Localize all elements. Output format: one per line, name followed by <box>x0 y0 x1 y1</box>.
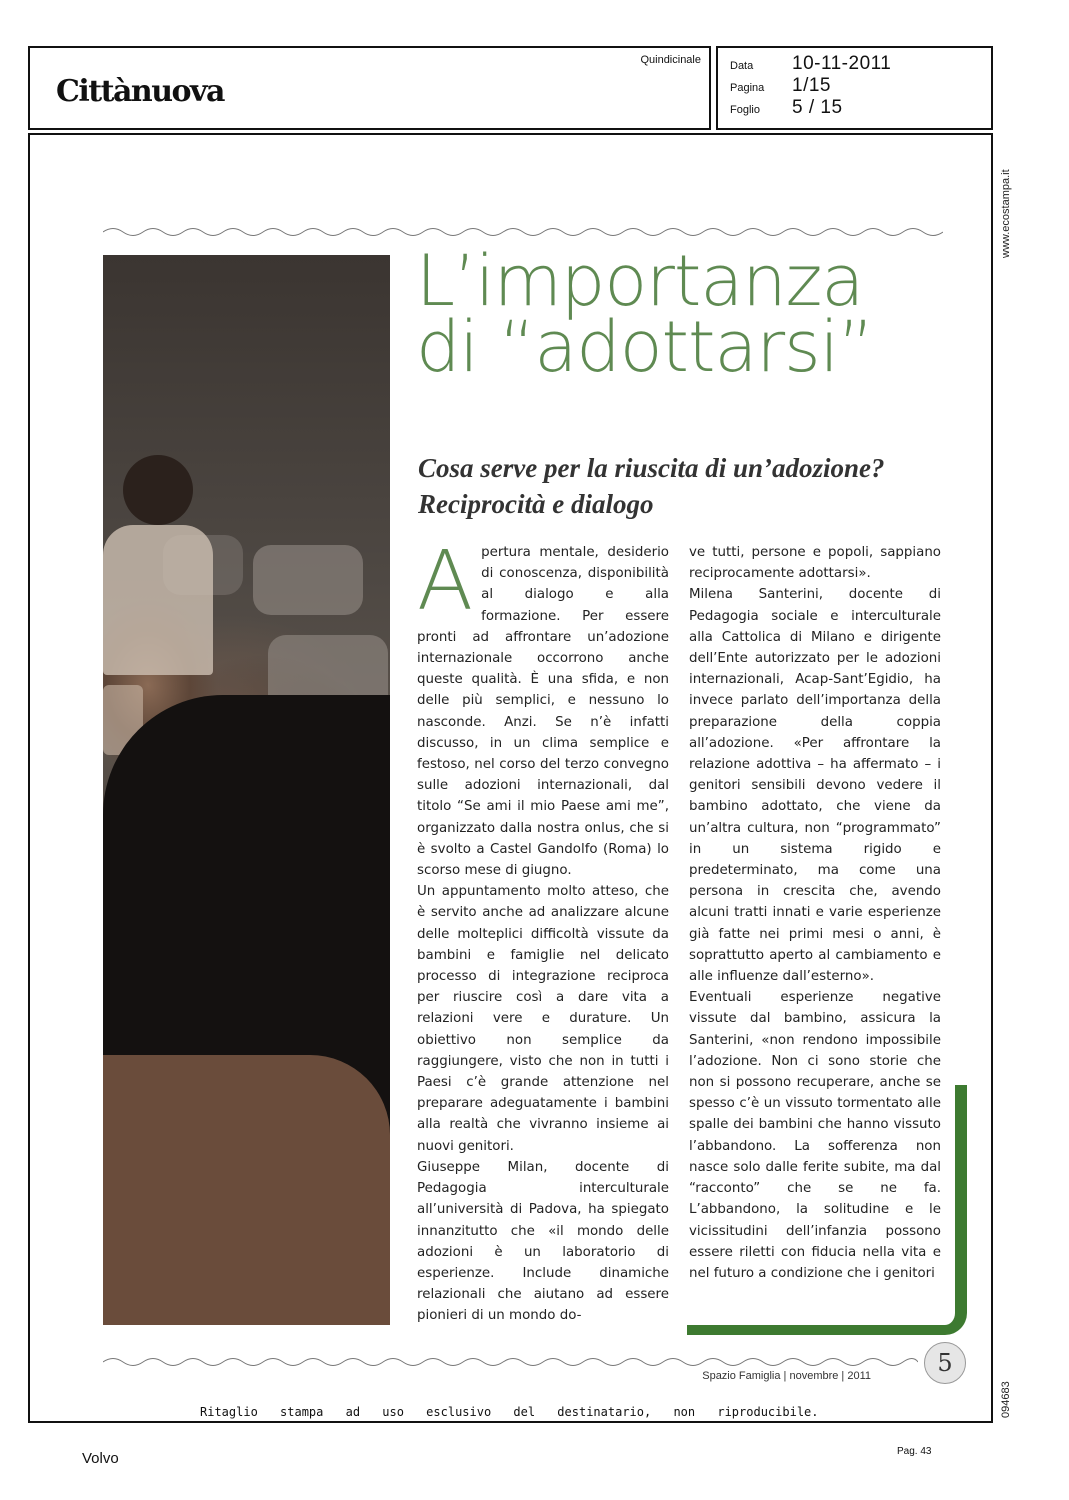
meta-row-page <box>730 75 831 97</box>
meta-label: Foglio <box>730 104 760 116</box>
auditorium-seat <box>253 545 363 615</box>
page-number-circle: 5 <box>924 1342 966 1384</box>
article-column-left <box>417 534 669 1327</box>
person-blouse <box>103 525 213 675</box>
meta-value: 5 / 15 <box>792 97 843 118</box>
client-name: Volvo <box>82 1450 119 1467</box>
top-wavy-divider <box>103 225 943 239</box>
article-subtitle <box>418 450 938 522</box>
paragraph: Giuseppe Milan, docente di Pedagogia interculturale all’università di Padova, ha spiegato innanzitutto che «il mondo delle adozioni è un laboratorio di esperienze. Include dinamiche relazionali che aiutano ad essere pionieri di un mondo do- <box>417 1159 669 1324</box>
paragraph: Eventuali esperienze negative vissute dal bambino, assicura la Santerini, «non rendono impossibile l’adozione. Non ci sono storie che non si possono recuperare, anche se spesso c’è un vissuto tormentato alle spalle dei bambini che hanno vissuto l’abbandono. La sofferenza non nasce solo dalle ferite subite, ma dal “racconto” che se ne fa. L’abbandono, la solitudine e le vicissitudini dell’infanzia possono essere riletti con fiducia nella vita e nel futuro a condizione che i genitori <box>689 990 941 1281</box>
paragraph: Un appuntamento molto atteso, che è servito anche ad analizzare alcune delle molteplici difficoltà vissute da bambini e famiglie nel delicato processo di integrazione reciproca per riuscire così a dare vita a relazioni vere e durature. Un obiettivo non semplice da raggiungere, visto che non in tutti i Paesi c’è grande attenzione nel preparare adeguatamente i bambini alla realtà che vivranno insieme ai nuovi genitori. <box>417 884 669 1154</box>
article-title <box>416 240 936 388</box>
meta-label: Data <box>730 60 754 72</box>
publication-logo: Cittànuova <box>56 74 224 109</box>
person-head <box>123 455 193 525</box>
website-vertical: www.ecostampa.it <box>1000 169 1012 258</box>
paragraph: pertura mentale, desiderio di conoscenza, disponibilità al dialogo e alla formazione. Per essere pronti ad affrontare un’adozione internazionale occorrono anche queste qualità. È una sfida, e non delle più semplici, e nessuno lo nasconde. Anzi. Se n’è infatti discusso, in un clima semplice e festoso, nel corso del terzo convegno sulle adozioni internazionali, dal titolo “Se ami il mio Paese ami me”, organizzato dalla nostra onlus, che si è svolto a Castel Gandolfo (Roma) lo scorso mese di giugno. <box>417 545 669 879</box>
article-photo <box>103 255 390 1325</box>
title-line-1: L’importanza <box>416 240 864 322</box>
folio-line: Spazio Famiglia | novembre | 2011 <box>702 1370 871 1382</box>
periodicity-label: Quindicinale <box>640 54 701 66</box>
subtitle-line-2: Reciprocità e dialogo <box>418 489 654 519</box>
meta-row-date <box>730 53 891 75</box>
paragraph: Milena Santerini, docente di Pedagogia sociale e interculturale alla Cattolica di Milano e dirigente dell’Ente autorizzato per le adozioni internazionali, Acap-Sant’Egidio, ha invece parlato dell’importanza della preparazione della coppia all’adozione. «Per affrontare la relazione adottiva – ha affermato – i genitori sensibili devono vedere il bambino adottato, che viene da un’altra cultura, non “programmato” in un sistema rigido e predeterminato, ma come una persona in crescita che, avendo alcuni tratti innati e varie esperienze già fatte nei primi mesi o anni, è soprattutto aperto al cambiamento e alle influenze dall’esterno». <box>689 587 941 985</box>
metadata-box <box>716 46 993 130</box>
bottom-wavy-divider <box>103 1355 918 1369</box>
paragraph: ve tutti, persone e popoli, sappiano reciprocamente adottarsi». <box>689 545 941 582</box>
meta-row-sheet <box>730 97 843 119</box>
meta-value: 1/15 <box>792 75 831 96</box>
masthead-box <box>28 46 711 130</box>
page-number: Pag. 43 <box>897 1446 932 1457</box>
meta-label: Pagina <box>730 82 765 94</box>
green-accent-bracket <box>687 1085 967 1335</box>
meta-value: 10-11-2011 <box>792 53 892 74</box>
title-line-2: di “adottarsi” <box>416 306 874 388</box>
subtitle-line-1: Cosa serve per la riuscita di un’adozione? <box>418 453 885 483</box>
foreground-arm <box>103 1055 390 1325</box>
clipping-disclaimer: Ritaglio stampa ad uso esclusivo del destinatario, non riproducibile. <box>200 1405 819 1419</box>
dropcap: A <box>417 534 474 629</box>
code-vertical: 094683 <box>1000 1381 1012 1418</box>
